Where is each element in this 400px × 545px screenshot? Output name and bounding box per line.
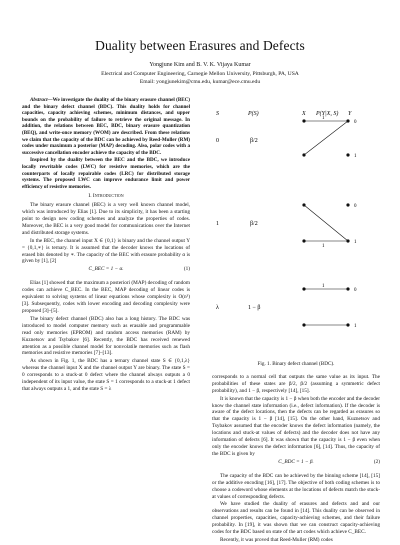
y1-label-row1: 1 xyxy=(354,240,357,245)
abstract-text-1: We investigate the duality of the binary erasure channel (BEC) and the binary defect channel (BDC). This duality holds for channel capacities, capacity achieving schemes, minimum distances, and upper bounds on the probability of failure to retrieve the original message. In addition, the relations between BEC, BDC, binary erasure quantization (BEQ), and write-once memory (WOM) are described. From these relations we claim that the capacity of the BDC can be achieved by Reed-Muller (RM) codes under maximum a posterior (MAP) decoding. Also, polar codes with a successive cancellation encoder achieve the capacity of the BDC. xyxy=(22,97,190,156)
intro-paragraph-2: In the BEC, the channel input X ∈ {0,1} is binary and the channel output Y = {0,1,∗} is ternary. It is assumed that the decoder knows the locations of erased bits denoted by ∗. The capacity of the BEC with erasure probability α is given by [1], [2] xyxy=(22,237,190,265)
paper-title: Duality between Erasures and Defects xyxy=(95,38,305,53)
edge-row0-b xyxy=(304,121,348,155)
header-pyx: P(Y|X, S) xyxy=(316,111,339,117)
equation-1 xyxy=(22,266,190,279)
intro-paragraph-1: The binary erasure channel (BEC) is a very well known channel model, which was introduced by Elias [1]. Due to its simplicity, it has been a starting point to design new coding schemes and analyze the properties of codes. Moreover, the BEC is a very good model for communications over the Internet and distributed storage systems. xyxy=(22,202,190,236)
y0-node-row1 xyxy=(346,203,349,206)
intro-paragraph-4: The binary defect channel (BDC) also has a long history. The BDC was introduced to model computer memory such as erasable and programmable read only memories (EPROM) and random access memories (RAM) by Kuznetsov and Tsybakov [6]. Recently, the BDC has received renewed attention as a possible channel model for nonvolatile memories such as flash memories and resistive memories [7]–[13]. xyxy=(22,315,190,357)
equation-2-number: (2) xyxy=(373,458,380,465)
edge-row1-prob: 1 xyxy=(322,244,325,249)
paper-email: Email: yongjunekim@cmu.edu, kumar@ece.cmu.edu xyxy=(139,79,261,85)
state-1-prob: β/2 xyxy=(250,221,258,227)
header-s: S xyxy=(216,111,219,117)
figure-caption: Fig. 1. Binary defect channel (BDC). xyxy=(257,361,335,367)
y0-label-row2: 0 xyxy=(354,288,357,293)
abstract-paragraph-2: Inspired by the duality between the BEC and the BDC, we introduce locally rewritable codes (LWC) for resistive memories, which are the counterparts of locally repairable codes (LRC) for distributed storage systems. The proposed LWC can improve endurance limit and power efficiency of resistive memories. xyxy=(22,157,190,190)
section-heading-introduction: I. Introduction xyxy=(88,193,124,200)
state-lambda-prob: 1 − β xyxy=(248,305,261,311)
edge-row2-prob: 1 xyxy=(322,284,325,289)
paper-affiliation: Electrical and Computer Engineering, Carnegie Mellon University, Pittsburgh, PA, USA xyxy=(101,71,299,77)
equation-2 xyxy=(212,459,380,472)
y1-node-row0 xyxy=(346,153,349,156)
y1-label-row0: 1 xyxy=(354,154,357,159)
right-paragraph-3: The capacity of the BDC can be achieved by the binning scheme [14], [15] or the additive encoding [16], [17]. The objective of both coding schemes is to choose a codeword whose elements at the locations of defects match the stuck-at values of corresponding defects. xyxy=(212,472,380,500)
equation-1-number: (1) xyxy=(183,266,190,273)
bdc-diagram xyxy=(212,97,380,359)
state-0-label: 0 xyxy=(216,138,219,144)
equation-2-body: C_BDC = 1 − β. xyxy=(278,458,314,465)
right-paragraph-5: Recently, it was proved that Reed-Muller (RM) codes xyxy=(220,536,333,543)
edge-row0-prob: 1 xyxy=(322,116,325,121)
equation-1-body: C_BEC = 1 − α. xyxy=(88,266,124,273)
right-paragraph-1: corresponds to a normal cell that outputs the same value as its input. The probabilities of these states are β/2, β/2 (assuming a symmetric defect probability), and 1 − β, respectively [14], [15]. xyxy=(212,373,380,394)
state-lambda-label: λ xyxy=(216,305,219,311)
y1-label-row2: 1 xyxy=(354,324,357,329)
abstract-paragraph-1 xyxy=(22,97,190,156)
y0-label-row0: 0 xyxy=(354,120,357,125)
abstract-label: Abstract— xyxy=(30,97,53,103)
state-1-label: 1 xyxy=(216,221,219,227)
left-column xyxy=(22,97,190,394)
y0-label-row1: 0 xyxy=(354,204,357,209)
right-paragraph-4: We have studied the duality of erasures and defects and and our observations and results can be found in [14]. This duality can be observed in channel properties, capacities, capacity-achieving schemes, and their failure probability. In [19], it was shown that we can construct capacity-achieving codes for the BDC based on state of the art codes which achieve C_BEC. xyxy=(212,501,380,536)
edge-row1-a xyxy=(304,205,348,241)
state-0-prob: β/2 xyxy=(250,138,258,144)
paper-authors: Yongjune Kim and B. V. K. Vijaya Kumar xyxy=(149,62,251,68)
header-x: X xyxy=(302,111,306,117)
header-ps: P(S) xyxy=(248,111,259,117)
intro-paragraph-5: As shown in Fig. 1, the BDC has a ternary channel state S ∈ {0,1,λ} whereas the channel input X and the channel output Y are binary. The state S = 0 corresponds to a stuck-at 0 defect where the channel always outputs a 0 independent of its input value, the state S = 1 corresponds to a stuck-at 1 defect that always outputs a 1, and the state S = λ xyxy=(22,358,190,392)
right-column xyxy=(212,97,380,545)
header-y: Y xyxy=(348,111,352,117)
figure-bdc xyxy=(212,97,380,359)
right-paragraph-2: It is known that the capacity is 1 − β when both the encoder and the decoder know the channel state information (i.e., defect information). If the decoder is aware of the defect locations, then the defects can be regarded as erasures so that the capacity is 1 − β [14], [15]. On the other hand, Kuznetsov and Tsybakov assumed that the encoder knows the defect information (namely, the locations and stuck-at values of defects) and the decoder does not have any information of defects [6]. It was shown that the capacity is 1 − β even when only the encoder knows the defect information [6], [14]. Thus, the capacity of the BDC is given by xyxy=(212,395,380,457)
intro-paragraph-3: Elias [1] showed that the maximum a posteriori (MAP) decoding of random codes can achieve C_BEC. In the BEC, MAP decoding of linear codes is equivalent to solving systems of linear equations whose complexity is O(n³) [3]. Subsequently, codes with lower encoding and decoding complexity were proposed [3]–[5]. xyxy=(22,280,190,314)
